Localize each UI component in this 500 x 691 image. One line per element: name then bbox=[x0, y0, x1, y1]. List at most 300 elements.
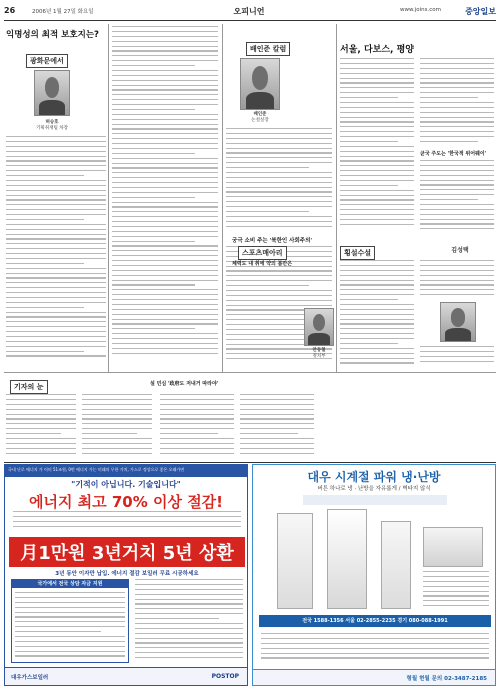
text-line bbox=[420, 294, 494, 295]
right-subhead: 균국 주도는 '한국적 위어웨이' bbox=[420, 151, 487, 157]
text-line bbox=[423, 600, 489, 601]
product-unit bbox=[423, 527, 483, 567]
text-line bbox=[420, 351, 494, 352]
text-line bbox=[160, 448, 234, 449]
text-line bbox=[112, 182, 218, 183]
text-line bbox=[6, 326, 106, 327]
text-line bbox=[240, 399, 314, 400]
text-line bbox=[6, 302, 106, 303]
text-line bbox=[112, 148, 218, 149]
ad-left-footer-right: POSTOP bbox=[211, 673, 239, 680]
text-line bbox=[226, 221, 332, 222]
text-line bbox=[226, 128, 332, 129]
text-line bbox=[6, 351, 84, 352]
text-line bbox=[226, 133, 332, 134]
text-line bbox=[420, 175, 494, 176]
text-line bbox=[226, 275, 332, 276]
text-line bbox=[160, 453, 234, 454]
text-line bbox=[6, 258, 106, 259]
text-line bbox=[423, 576, 489, 577]
text-line bbox=[226, 300, 332, 301]
left-kicker: 광화문에서 bbox=[26, 54, 68, 68]
text-line bbox=[340, 348, 414, 349]
left-body-text bbox=[6, 136, 106, 368]
text-line bbox=[82, 453, 152, 454]
text-line bbox=[6, 321, 106, 322]
text-line bbox=[261, 638, 489, 639]
text-line bbox=[420, 209, 494, 210]
text-line bbox=[6, 165, 106, 166]
text-line bbox=[340, 309, 414, 310]
text-line bbox=[420, 219, 494, 220]
text-line bbox=[340, 190, 414, 191]
text-line bbox=[261, 653, 489, 654]
text-line bbox=[420, 214, 494, 215]
text-line bbox=[420, 136, 494, 137]
text-line bbox=[226, 196, 332, 197]
text-line bbox=[135, 657, 243, 658]
text-line bbox=[160, 414, 234, 415]
text-line bbox=[420, 180, 494, 181]
text-line bbox=[135, 579, 243, 580]
text-line bbox=[420, 112, 494, 113]
text-line bbox=[112, 26, 218, 27]
text-line bbox=[112, 309, 218, 310]
ad-left-headline: 에너지 최고 70% 이상 절감! bbox=[28, 493, 224, 511]
text-line bbox=[15, 655, 125, 656]
text-line bbox=[240, 423, 314, 424]
text-line bbox=[340, 214, 414, 215]
text-line bbox=[261, 643, 489, 644]
text-line bbox=[135, 594, 243, 595]
text-line bbox=[135, 647, 243, 648]
text-line bbox=[420, 361, 494, 362]
text-line bbox=[6, 268, 106, 269]
text-line bbox=[340, 358, 414, 359]
text-line bbox=[112, 216, 218, 217]
text-line bbox=[112, 31, 218, 32]
text-line bbox=[226, 152, 332, 153]
text-line bbox=[226, 177, 332, 178]
page-header bbox=[4, 6, 496, 18]
text-line bbox=[340, 141, 398, 142]
right-body-text-3 bbox=[420, 160, 494, 234]
text-line bbox=[226, 172, 332, 173]
text-line bbox=[340, 209, 414, 210]
text-line bbox=[112, 99, 218, 100]
bottom-text-2 bbox=[82, 394, 152, 458]
text-line bbox=[340, 260, 414, 261]
author-title: 기획취재팀 차장 bbox=[36, 126, 68, 131]
text-line bbox=[340, 131, 414, 132]
text-line bbox=[112, 323, 218, 324]
text-line bbox=[15, 612, 125, 613]
text-line bbox=[226, 182, 332, 183]
text-line bbox=[340, 68, 414, 69]
text-line bbox=[226, 290, 332, 291]
bottom-text-3 bbox=[160, 394, 234, 458]
ad-left-desc bbox=[13, 511, 241, 533]
right-headline: 서울, 다보스, 평양 bbox=[340, 45, 414, 55]
text-line bbox=[112, 89, 218, 90]
text-line bbox=[82, 428, 152, 429]
bottom-text-4 bbox=[240, 394, 314, 458]
text-line bbox=[112, 133, 218, 134]
text-line bbox=[15, 646, 125, 647]
header-rule bbox=[4, 20, 496, 21]
middle-author-photo bbox=[304, 308, 334, 346]
text-line bbox=[420, 160, 494, 161]
text-line bbox=[15, 651, 125, 652]
text-line bbox=[6, 238, 106, 239]
text-line bbox=[160, 433, 218, 434]
text-line bbox=[112, 104, 218, 105]
text-line bbox=[240, 433, 298, 434]
text-line bbox=[420, 141, 478, 142]
text-line bbox=[6, 160, 106, 161]
text-line bbox=[340, 314, 414, 315]
text-line bbox=[112, 280, 218, 281]
text-line bbox=[15, 626, 125, 627]
text-line bbox=[15, 602, 125, 603]
text-line bbox=[420, 275, 494, 276]
ad-left-offer: 月1만원 3년거치 5년 상환 bbox=[20, 543, 234, 564]
text-line bbox=[160, 418, 234, 419]
text-line bbox=[135, 613, 243, 614]
text-line bbox=[340, 304, 414, 305]
text-line bbox=[226, 201, 332, 202]
text-line bbox=[6, 292, 106, 293]
text-line bbox=[261, 657, 489, 658]
text-line bbox=[340, 343, 398, 344]
text-line bbox=[112, 221, 218, 222]
text-line bbox=[340, 107, 414, 108]
text-line bbox=[423, 595, 489, 596]
text-line bbox=[82, 399, 152, 400]
text-line bbox=[112, 202, 218, 203]
text-line bbox=[15, 621, 125, 622]
text-line bbox=[13, 521, 241, 522]
sports-kicker: 스포츠매아리 bbox=[238, 246, 287, 260]
column2-body-text bbox=[112, 26, 218, 368]
text-line bbox=[340, 319, 414, 320]
text-line bbox=[340, 126, 414, 127]
center-author-title: 논설실장 bbox=[251, 118, 269, 123]
text-line bbox=[6, 248, 106, 249]
text-line bbox=[112, 192, 218, 193]
text-line bbox=[340, 156, 414, 157]
text-line bbox=[340, 219, 414, 220]
section-title: 오피니언 bbox=[233, 7, 265, 16]
text-line bbox=[240, 438, 314, 439]
text-line bbox=[112, 177, 218, 178]
text-line bbox=[340, 78, 414, 79]
text-line bbox=[112, 226, 218, 227]
center-byline bbox=[232, 112, 288, 124]
text-line bbox=[226, 216, 332, 217]
text-line bbox=[6, 190, 106, 191]
text-line bbox=[340, 333, 414, 334]
text-line bbox=[112, 289, 218, 290]
text-line bbox=[6, 180, 106, 181]
ad-left-offer-sub: 3년 동안 이자만 납입. 에너지 절감 보일러 무료 시공하세요 bbox=[55, 571, 199, 577]
text-line bbox=[420, 346, 494, 347]
sports-headline: 체력도 내 취에 약의 봄만은 bbox=[232, 261, 293, 267]
text-line bbox=[261, 648, 489, 649]
text-line bbox=[240, 453, 314, 454]
text-line bbox=[420, 280, 494, 281]
text-line bbox=[6, 253, 106, 254]
text-line bbox=[112, 163, 218, 164]
text-line bbox=[6, 156, 106, 157]
text-line bbox=[160, 394, 234, 395]
text-line bbox=[6, 438, 76, 439]
text-line bbox=[160, 423, 234, 424]
right-lower-text-3 bbox=[420, 346, 494, 368]
text-line bbox=[135, 618, 219, 619]
text-line bbox=[340, 323, 414, 324]
text-line bbox=[82, 404, 152, 405]
text-line bbox=[420, 107, 494, 108]
text-line bbox=[226, 270, 332, 271]
text-line bbox=[112, 250, 218, 251]
text-line bbox=[420, 117, 494, 118]
text-line bbox=[6, 307, 84, 308]
text-line bbox=[6, 312, 106, 313]
text-line bbox=[6, 428, 76, 429]
text-line bbox=[420, 78, 494, 79]
text-line bbox=[82, 394, 152, 395]
text-line bbox=[420, 270, 494, 271]
text-line bbox=[340, 136, 414, 137]
text-line bbox=[340, 92, 414, 93]
column-divider bbox=[108, 24, 109, 372]
text-line bbox=[226, 295, 332, 296]
text-line bbox=[6, 287, 106, 288]
text-line bbox=[112, 46, 218, 47]
text-line bbox=[6, 409, 76, 410]
website-link[interactable]: www.joins.com bbox=[399, 7, 441, 13]
right-lower-kicker: 횡설수설 bbox=[340, 246, 375, 260]
text-line bbox=[420, 223, 494, 224]
center-kicker: 배인준 칼럼 bbox=[246, 42, 290, 56]
text-line bbox=[240, 404, 314, 405]
text-line bbox=[112, 245, 218, 246]
text-line bbox=[112, 319, 218, 320]
text-line bbox=[6, 136, 106, 137]
ad-right-phones: 전국 1588-1356 서울 02-2855-2235 경기 080-088-1991 bbox=[302, 618, 448, 624]
text-line bbox=[6, 229, 106, 230]
text-line bbox=[135, 642, 243, 643]
text-line bbox=[112, 187, 218, 188]
text-line bbox=[112, 236, 218, 237]
bottom-headline: 설 민심 '政府도 저내거 따라야' bbox=[150, 381, 219, 387]
column-divider bbox=[222, 24, 223, 372]
text-line bbox=[226, 143, 332, 144]
text-line bbox=[340, 362, 414, 363]
text-line bbox=[15, 616, 125, 617]
text-line bbox=[6, 214, 106, 215]
text-line bbox=[112, 211, 218, 212]
text-line bbox=[112, 36, 218, 37]
text-line bbox=[112, 60, 218, 61]
text-line bbox=[6, 263, 84, 264]
text-line bbox=[340, 294, 414, 295]
text-line bbox=[82, 414, 152, 415]
text-line bbox=[340, 160, 414, 161]
text-line bbox=[112, 109, 195, 110]
text-line bbox=[112, 260, 218, 261]
text-line bbox=[112, 55, 218, 56]
text-line bbox=[340, 175, 414, 176]
ad-left[interactable] bbox=[4, 464, 248, 686]
text-line bbox=[340, 170, 414, 171]
text-line bbox=[135, 589, 243, 590]
right-lower-photo bbox=[440, 302, 476, 342]
text-line bbox=[420, 356, 494, 357]
column-divider bbox=[336, 24, 337, 372]
text-line bbox=[420, 68, 494, 69]
ad-divider bbox=[4, 462, 496, 463]
text-line bbox=[226, 329, 309, 330]
right-body-text-1 bbox=[340, 58, 414, 234]
text-line bbox=[112, 275, 218, 276]
ad-right-subline: 버튼 하나로 냉 · 난방을 자유롭게 / 벽타지 않식 bbox=[317, 486, 431, 492]
text-line bbox=[82, 423, 152, 424]
reporter-kicker: 기자의 눈 bbox=[10, 380, 48, 394]
ad-left-topline: 국내 난로 에너지 가 이미 51조원, 0번 에너지 가는 미래의 무한 가치, 가스로 정상으로 좋은 오래가면 bbox=[8, 467, 185, 472]
right-lower-text-2 bbox=[420, 260, 494, 300]
text-line bbox=[82, 438, 152, 439]
text-line bbox=[112, 299, 218, 300]
text-line bbox=[6, 282, 106, 283]
text-line bbox=[340, 102, 414, 103]
text-line bbox=[6, 151, 106, 152]
text-line bbox=[340, 289, 414, 290]
text-line bbox=[112, 265, 218, 266]
text-line bbox=[112, 255, 218, 256]
text-line bbox=[420, 92, 494, 93]
text-line bbox=[112, 65, 195, 66]
text-line bbox=[420, 265, 494, 266]
text-line bbox=[6, 331, 106, 332]
text-line bbox=[6, 336, 106, 337]
issue-date: 2006년 1월 27일 화요일 bbox=[32, 9, 94, 15]
text-line bbox=[340, 165, 414, 166]
text-line bbox=[340, 265, 414, 266]
right-lower-text-1 bbox=[340, 260, 414, 368]
text-line bbox=[112, 70, 218, 71]
text-line bbox=[82, 409, 152, 410]
text-line bbox=[420, 194, 494, 195]
text-line bbox=[6, 453, 76, 454]
text-line bbox=[112, 328, 195, 329]
text-line bbox=[6, 199, 106, 200]
text-line bbox=[135, 652, 243, 653]
text-line bbox=[226, 285, 309, 286]
text-line bbox=[112, 231, 218, 232]
text-line bbox=[420, 73, 494, 74]
text-line bbox=[112, 304, 218, 305]
text-line bbox=[6, 146, 106, 147]
text-line bbox=[135, 599, 243, 600]
text-line bbox=[6, 414, 76, 415]
text-line bbox=[240, 418, 314, 419]
text-line bbox=[6, 243, 106, 244]
text-line bbox=[112, 153, 195, 154]
text-line bbox=[15, 592, 125, 593]
text-line bbox=[160, 399, 234, 400]
middle-byline bbox=[300, 348, 338, 360]
text-line bbox=[340, 328, 414, 329]
text-line bbox=[6, 277, 106, 278]
text-line bbox=[423, 571, 489, 572]
text-line bbox=[240, 414, 314, 415]
text-line bbox=[240, 443, 314, 444]
author-name: 허승호 bbox=[45, 120, 59, 125]
text-line bbox=[112, 343, 218, 344]
text-line bbox=[135, 584, 243, 585]
text-line bbox=[6, 418, 76, 419]
text-line bbox=[6, 204, 106, 205]
text-line bbox=[340, 146, 414, 147]
text-line bbox=[340, 195, 414, 196]
text-line bbox=[6, 141, 106, 142]
text-line bbox=[112, 75, 218, 76]
text-line bbox=[112, 270, 218, 271]
text-line bbox=[420, 63, 494, 64]
text-line bbox=[6, 175, 84, 176]
text-line bbox=[340, 117, 414, 118]
text-line bbox=[423, 586, 489, 587]
ad-right-headline: 대우 시계절 파워 냉·난방 bbox=[307, 470, 441, 484]
text-line bbox=[112, 50, 218, 51]
text-line bbox=[240, 409, 314, 410]
left-byline bbox=[14, 120, 90, 132]
product-unit bbox=[327, 509, 367, 609]
text-line bbox=[6, 346, 106, 347]
text-line bbox=[6, 448, 76, 449]
middle-author-name: 안동철 bbox=[312, 348, 326, 353]
text-line bbox=[420, 121, 494, 122]
text-line bbox=[160, 409, 234, 410]
ad-right[interactable] bbox=[252, 464, 496, 686]
text-line bbox=[340, 87, 414, 88]
text-line bbox=[340, 199, 414, 200]
text-line bbox=[340, 180, 414, 181]
text-line bbox=[420, 87, 494, 88]
center-author-photo bbox=[240, 58, 280, 110]
text-line bbox=[13, 511, 241, 512]
right-body-text-2 bbox=[420, 58, 494, 148]
text-line bbox=[6, 355, 106, 356]
text-line bbox=[13, 516, 241, 517]
masthead-logo: 중앙일보 bbox=[465, 7, 496, 16]
text-line bbox=[340, 73, 414, 74]
text-line bbox=[226, 187, 332, 188]
text-line bbox=[135, 603, 243, 604]
text-line bbox=[6, 224, 106, 225]
text-line bbox=[135, 628, 243, 629]
text-line bbox=[423, 581, 489, 582]
text-line bbox=[226, 167, 309, 168]
text-line bbox=[340, 63, 414, 64]
text-line bbox=[420, 97, 478, 98]
product-unit bbox=[381, 521, 411, 609]
text-line bbox=[6, 185, 106, 186]
text-line bbox=[82, 448, 152, 449]
text-line bbox=[112, 85, 218, 86]
